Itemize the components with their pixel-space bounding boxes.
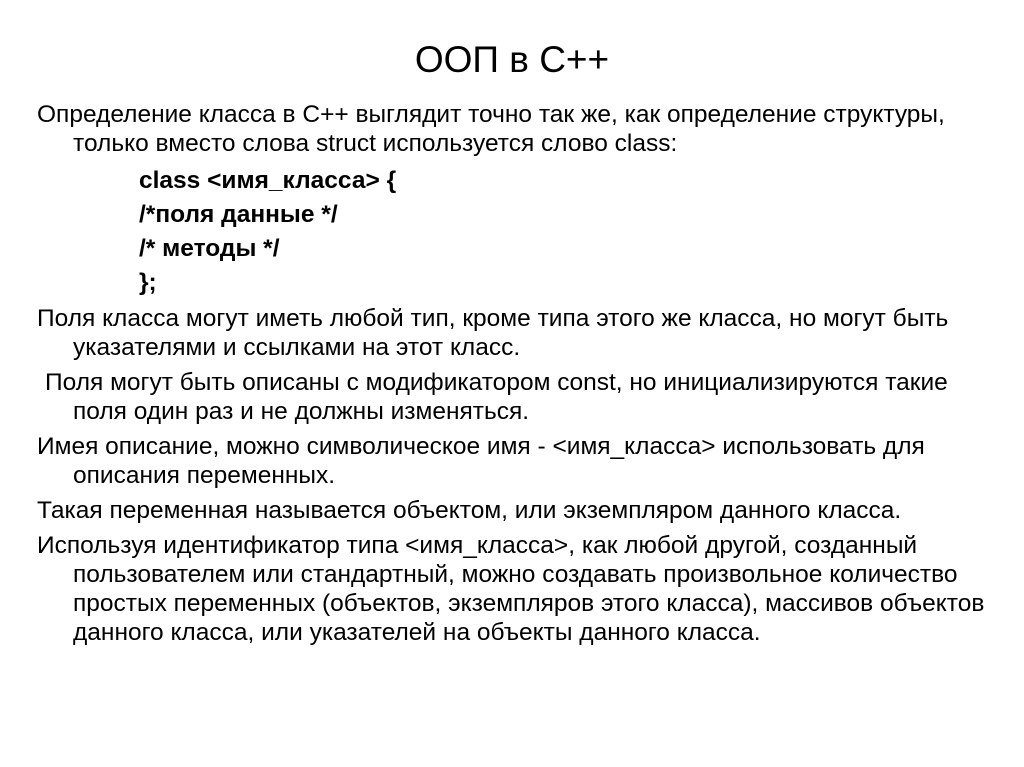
paragraph-field-types: Поля класса могут иметь любой тип, кроме типа этого же класса, но могут быть указателями и ссылками на этот класс. (37, 305, 949, 361)
code-line-closing: }; (139, 269, 157, 296)
paragraph-symbolic-name: Имея описание, можно символическое имя - <имя_класса> использовать для описания переменных. (37, 433, 925, 489)
code-line-methods-comment: /* методы */ (139, 235, 280, 262)
paragraph-const-fields: Поля могут быть описаны с модификатором const, но инициализируются такие поля один раз и не должны изменяться. (45, 369, 948, 425)
code-line-fields-comment: /*поля данные */ (139, 201, 338, 228)
paragraph-class-definition: Определение класса в С++ выглядит точно так же, как определение структуры, только вместо слова struct используется слово class: (37, 101, 945, 157)
paragraph-type-usage: Используя идентификатор типа <имя_класса>, как любой другой, созданный пользователем или стандартный, можно создавать произвольное количество простых переменных (объектов, экземпляров этого класса), массивов объектов данного класса, или указателей на объекты данного класса. (37, 532, 985, 646)
slide-body (37, 100, 997, 653)
code-block (37, 164, 997, 300)
paragraph-object-instance: Такая переменная называется объектом, или экземпляром данного класса. (37, 497, 902, 524)
code-line-class-header: class <имя_класса> { (139, 167, 397, 194)
slide-title: ООП в С++ (414, 39, 610, 80)
